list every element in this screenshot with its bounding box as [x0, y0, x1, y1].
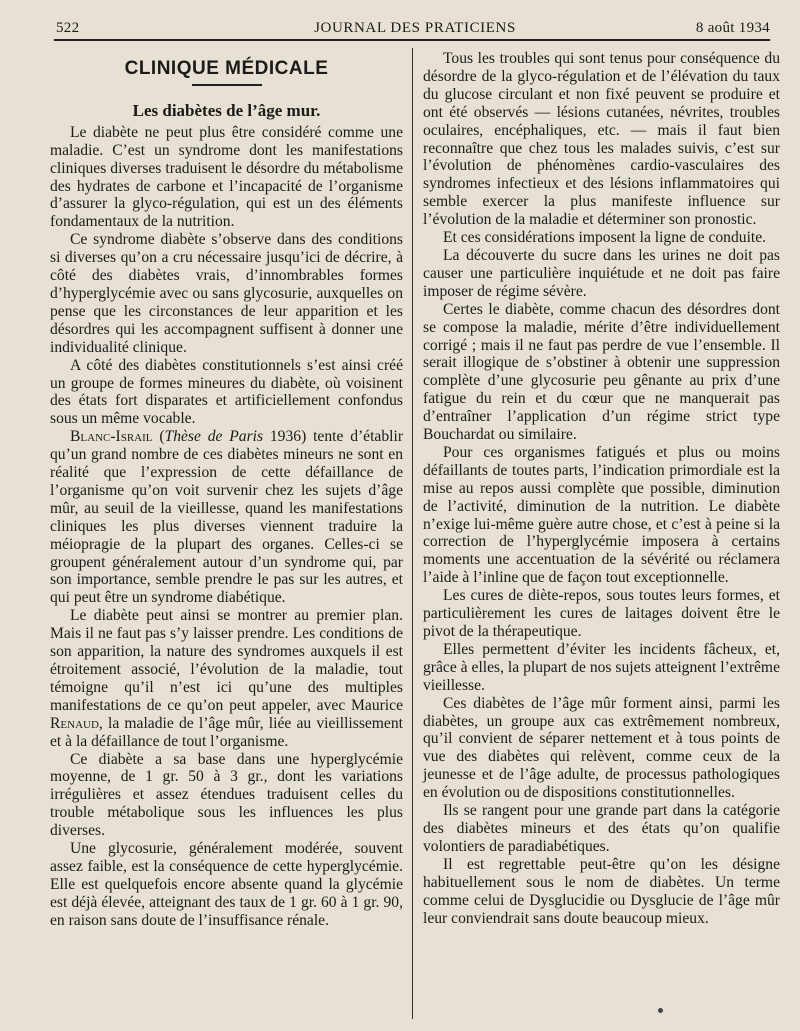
paragraph: A côté des diabètes constitutionnels s’est ainsi créé un groupe de formes mineures du diabète, où voisinent des états fort disparates et artificiellement confondus sous un même vocable. — [50, 356, 403, 428]
paragraph: Il est regrettable peut-être qu’on les désigne habituellement sous le nom de diabètes. Un terme comme celui de Dysglucidie ou Dysglucie de l’âge mûr leur conviendrait sans doute beaucoup mieux. — [423, 855, 780, 927]
paragraph: Certes le diabète, comme chacun des désordres dont se compose la maladie, mérite d’être individuellement corrigé ; mais il ne faut pas perdre de vue l’ensemble. Il serait illogique de s’obstiner à obtenir une suppression complète d’une glycosurie peu gênante au prix d’une fatigue du rein et du cœur que ne manquerait pas d’entraîner l’application d’un régime strict type Bouchardat ou similaire. — [423, 300, 780, 444]
paragraph — [50, 607, 403, 750]
paragraph: La découverte du sucre dans les urines ne doit pas causer une particulière inquiétude et ne doit pas faire imposer de régime sévère. — [423, 246, 780, 300]
author-name: Renaud — [50, 714, 99, 732]
paragraph: Les cures de diète-repos, sous toutes leurs formes, et particulièrement les cures de laitages doivent être le pivot de la thérapeutique. — [423, 587, 780, 640]
paragraph: Ces diabètes de l’âge mûr forment ainsi, parmi les diabètes, un groupe aux cas extrêmement nombreux, qu’il convient de séparer nettement et à tous points de vue des diabètes qui relèvent, comme ceux de la jeunesse et de l’âge adulte, de processus pathologiques en évolution ou de dispositions constitutionnelles. — [423, 694, 780, 802]
paragraph: Elles permettent d’éviter les incidents fâcheux, et, grâce à elles, la plupart de nos sujets atteignent l’extrême vieillesse. — [423, 640, 780, 694]
paragraph-text: 1936) tente d’établir qu’un grand nombre de ces diabètes mineurs ne sont en réalité que l’expression de cette défaillance de l’organisme qu’on voit survenir chez les sujets d’âge mûr, au seuil de la vieillesse, quand les manifestations cliniques les plus diverses viennent traduire la méiopragie de la plupart des organes. Celles-ci se groupent généralement autour d’un syndrome qui, par son importance, semble prendre le pas sur les autres, et qui peut être un syndrome diabétique. — [50, 428, 404, 607]
paragraph: Une glycosurie, généralement modérée, souvent assez faible, est la conséquence de cette hyperglycémie. Elle est quelquefois encore absente quand la glycémie est déjà élevée, atteignant des taux de 1 gr. 60 à 1 gr. 90, en raison sans doute de l’insuffisance rénale. — [50, 840, 403, 929]
paragraph: Ils se rangent pour une grande part dans la catégorie des diabètes mineurs et des états qu’on qualifie volontiers de paradiabétiques. — [423, 802, 780, 855]
section-title-rule — [192, 84, 262, 86]
running-header — [50, 18, 780, 40]
paragraph-text: , la maladie de l’âge mûr, liée au vieillissement et à la défaillance de tout l’organisme. — [50, 714, 403, 750]
paragraph: Et ces considérations imposent la ligne de conduite. — [443, 229, 767, 247]
author-name: Blanc-Israil — [70, 428, 153, 446]
column-divider — [412, 48, 413, 1019]
paragraph: Ce diabète a sa base dans une hyperglycémie moyenne, de 1 gr. 50 à 3 gr., dont les variations irrégulières et assez étendues traduisent celles du trouble métabolique sous les influences les plus diverses. — [50, 750, 403, 840]
section-title: CLINIQUE MÉDICALE — [124, 58, 329, 79]
citation: Thèse de Paris — [164, 428, 264, 446]
paragraph: Ce syndrome diabète s’observe dans des conditions si diverses qu’on a cru nécessaire jusqu’ici de décrire, à côté des diabètes vrais, d’innombrables formes d’hyperglycémie avec ou sans glycosurie, auxquelles on pense que les circonstances de leur apparition et les désordres qui les accompagnent suffisent à donner une individualité clinique. — [50, 231, 403, 356]
paragraph: Le diabète ne peut plus être considéré comme une maladie. C’est un syndrome dont les manifestations cliniques diverses traduisent le désordre du métabolisme des hydrates de carbone et l’incapacité de l’organisme d’assurer la glyco-régulation, qui est un des éléments fondamentaux de la nutrition. — [50, 123, 403, 231]
article-title: Les diabètes de l’âge mur. — [132, 100, 321, 120]
header-rule — [54, 39, 770, 41]
journal-title: JOURNAL DES PRATICIENS — [314, 20, 516, 36]
page-number: 522 — [56, 20, 80, 36]
issue-date: 8 août 1934 — [695, 20, 770, 36]
paren-open: ( — [152, 428, 165, 446]
paragraph: Pour ces organismes fatigués et plus ou moins défaillants de toutes parts, l’indication primordiale est la mise au repos aussi complète que possible, diminution de l’activité, diminution de la nutrition. Le diabète n’exige lui-même guère autre chose, et c’est à peine si la correction de l’hyperglycémie imposera à certains moments une accentuation de la sévérité ou réclamera l’aide à l’inline que de façon tout exceptionnelle. — [423, 443, 780, 587]
left-column — [50, 52, 403, 930]
paragraph — [50, 428, 403, 607]
right-column — [423, 50, 780, 927]
ink-dot — [658, 1008, 663, 1013]
paragraph-text: Le diabète peut ainsi se montrer au premier plan. Mais il ne faut pas s’y laisser prendre. Les conditions de son apparition, la nature des syndromes auxquels il est étroitement associé, l’évolution de la maladie, tout témoigne qu’il n’est ici qu’une des multiples manifestations de ce qu’on peut appeler, avec Maurice — [50, 607, 403, 714]
paragraph: Tous les troubles qui sont tenus pour conséquence du désordre de la glyco-régulation et de l’élévation du taux du glucose circulant et non fixé peuvent se produire et ont été observés — lésions cutanées, névrites, troubles oculaires, encéphaliques, etc. — mais il faut bien reconnaître que chez tous les malades suivis, c’est sur l’évolution de phénomènes cardio-vasculaires des syndromes infectieux et des lésions inflammatoires qui semble exercer la plus manifeste influence sur l’évolution de la maladie et déterminer son pronostic. — [423, 50, 780, 229]
